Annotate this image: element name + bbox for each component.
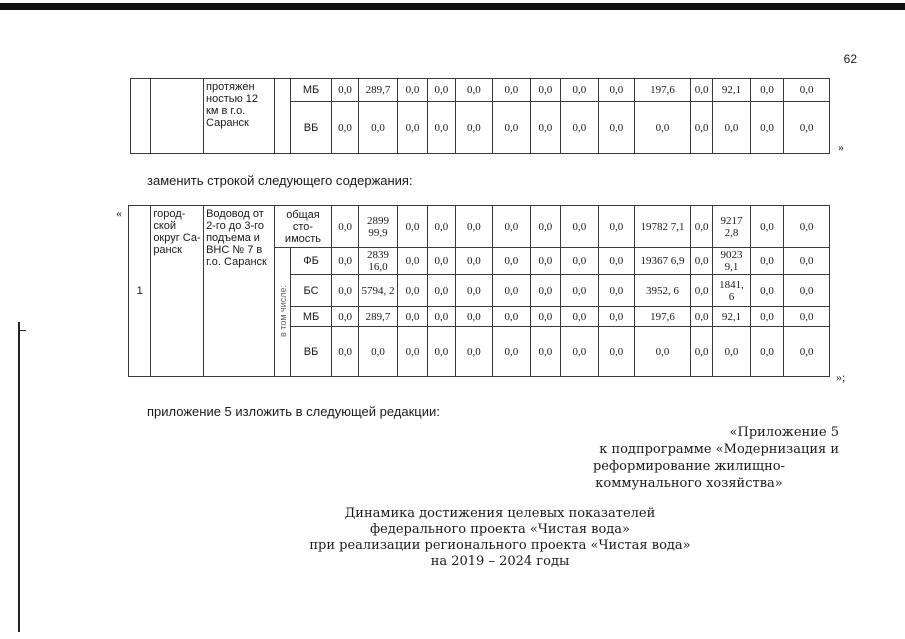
value-cell: 0,0 [750,102,783,154]
value-cell: 0,0 [750,248,783,275]
source-cell: ВБ [291,102,332,154]
value-cell: 0,0 [455,307,493,327]
scan-left-mark [18,330,26,331]
value-cell: 0,0 [750,206,783,248]
value-cell: 0,0 [598,307,635,327]
appendix-header-line: к подпрограмме «Модернизация и [599,442,839,457]
value-cell: 9023 9,1 [713,248,751,275]
value-cell: 0,0 [493,327,531,377]
value-cell: 0,0 [331,79,358,102]
value-cell: 289,7 [359,307,398,327]
appendix-header-line: «Приложение 5 [729,425,839,440]
row-number-cell: 1 [129,206,151,377]
source-cell: МБ [291,79,332,102]
value-cell: 0,0 [428,206,455,248]
value-cell: 0,0 [530,275,560,307]
table-row [129,206,830,248]
value-cell: 0,0 [331,275,358,307]
value-cell: 0,0 [530,206,560,248]
value-cell: 0,0 [331,307,358,327]
value-cell: 0,0 [493,248,531,275]
cell-empty [131,79,151,154]
value-cell: 19367 6,9 [635,248,691,275]
value-cell: 2839 16,0 [359,248,398,275]
value-cell: 0,0 [428,275,455,307]
value-cell: 0,0 [493,206,531,248]
closing-quote-mark: » [838,140,844,154]
cell-empty [151,79,204,154]
value-cell: 0,0 [455,248,493,275]
source-cell: ВБ [291,327,332,377]
value-cell: 0,0 [493,307,531,327]
value-cell: 0,0 [598,102,635,154]
value-cell: 0,0 [530,307,560,327]
cell-empty [275,79,291,154]
source-cell: общая сто-имость [275,206,332,248]
object-name-cell: Водовод от 2-го до 3-го подъема и ВНС № 7 в г.о. Саранск [204,206,275,377]
value-cell: 0,0 [397,327,427,377]
value-cell: 0,0 [359,102,398,154]
source-cell: ФБ [291,248,332,275]
value-cell: 5794, 2 [359,275,398,307]
value-cell: 0,0 [428,327,455,377]
value-cell: 0,0 [428,307,455,327]
value-cell: 0,0 [690,102,712,154]
value-cell: 19782 7,1 [635,206,691,248]
value-cell: 0,0 [455,102,493,154]
scan-top-border [0,3,905,10]
value-cell: 0,0 [784,327,830,377]
value-cell: 0,0 [690,275,712,307]
table-top-fragment [130,78,830,154]
value-cell: 0,0 [428,79,455,102]
value-cell: 0,0 [331,102,358,154]
value-cell: 0,0 [784,248,830,275]
value-cell: 0,0 [561,275,599,307]
document-title-line: Динамика достижения целевых показателей [344,506,656,521]
object-name-cell: протяжен ностью 12 км в г.о. Саранск [204,79,275,154]
value-cell: 197,6 [635,79,691,102]
value-cell: 0,0 [455,275,493,307]
value-cell: 0,0 [598,248,635,275]
value-cell: 1841, 6 [713,275,751,307]
value-cell: 92,1 [713,79,751,102]
appendix-header-line: коммунального хозяйства» [595,476,783,491]
value-cell: 0,0 [635,102,691,154]
value-cell: 0,0 [331,248,358,275]
value-cell: 0,0 [397,79,427,102]
value-cell: 0,0 [690,307,712,327]
value-cell: 0,0 [493,79,531,102]
value-cell: 0,0 [598,275,635,307]
value-cell: 0,0 [750,79,783,102]
value-cell: 0,0 [784,307,830,327]
value-cell: 0,0 [530,79,560,102]
value-cell: 0,0 [690,327,712,377]
value-cell: 3952, 6 [635,275,691,307]
closing-quote-mark: »; [836,370,846,384]
value-cell: 0,0 [331,327,358,377]
value-cell: 0,0 [455,79,493,102]
value-cell: 0,0 [397,248,427,275]
value-cell: 0,0 [713,102,751,154]
table-replacement-row [128,205,830,377]
appendix-instruction-text: приложение 5 изложить в следующей редакции: [147,404,440,419]
value-cell: 2899 99,9 [359,206,398,248]
opening-quote-mark: « [116,206,122,220]
document-title-line: при реализации регионального проекта «Чистая вода» [309,538,691,553]
value-cell: 0,0 [530,248,560,275]
page-number: 62 [843,52,857,66]
value-cell: 0,0 [561,206,599,248]
value-cell: 0,0 [784,206,830,248]
value-cell: 0,0 [397,307,427,327]
value-cell: 0,0 [784,275,830,307]
value-cell: 0,0 [530,102,560,154]
value-cell: 197,6 [635,307,691,327]
value-cell: 0,0 [561,102,599,154]
value-cell: 0,0 [784,79,830,102]
value-cell: 0,0 [690,206,712,248]
value-cell: 0,0 [493,102,531,154]
document-title [250,506,750,570]
value-cell: 0,0 [428,248,455,275]
territory-cell: город-ской округ Са-ранск [151,206,204,377]
value-cell: 0,0 [690,79,712,102]
value-cell: 0,0 [561,327,599,377]
value-cell: 9217 2,8 [713,206,751,248]
value-cell: 289,7 [359,79,398,102]
value-cell: 92,1 [713,307,751,327]
value-cell: 0,0 [493,275,531,307]
value-cell: 0,0 [428,102,455,154]
appendix-header [539,424,839,492]
replace-instruction-text: заменить строкой следующего содержания: [147,173,413,188]
value-cell: 0,0 [598,206,635,248]
vertical-label: в том числе: [278,284,289,337]
value-cell: 0,0 [635,327,691,377]
value-cell: 0,0 [784,102,830,154]
source-cell: МБ [291,307,332,327]
value-cell: 0,0 [331,206,358,248]
document-title-line: на 2019 – 2024 годы [430,554,570,569]
value-cell: 0,0 [690,248,712,275]
value-cell: 0,0 [561,248,599,275]
value-cell: 0,0 [561,79,599,102]
value-cell: 0,0 [598,79,635,102]
value-cell: 0,0 [397,102,427,154]
value-cell: 0,0 [455,327,493,377]
table-row [131,79,830,102]
value-cell: 0,0 [397,275,427,307]
value-cell: 0,0 [359,327,398,377]
value-cell: 0,0 [713,327,751,377]
value-cell: 0,0 [397,206,427,248]
value-cell: 0,0 [530,327,560,377]
value-cell: 0,0 [455,206,493,248]
value-cell: 0,0 [750,327,783,377]
document-title-line: федерального проекта «Чистая вода» [369,522,631,537]
value-cell: 0,0 [561,307,599,327]
vertical-label-cell [275,248,291,377]
value-cell: 0,0 [598,327,635,377]
source-cell: БС [291,275,332,307]
value-cell: 0,0 [750,275,783,307]
appendix-header-line: реформирование жилищно- [592,459,785,474]
scan-left-edge [18,322,20,632]
value-cell: 0,0 [750,307,783,327]
